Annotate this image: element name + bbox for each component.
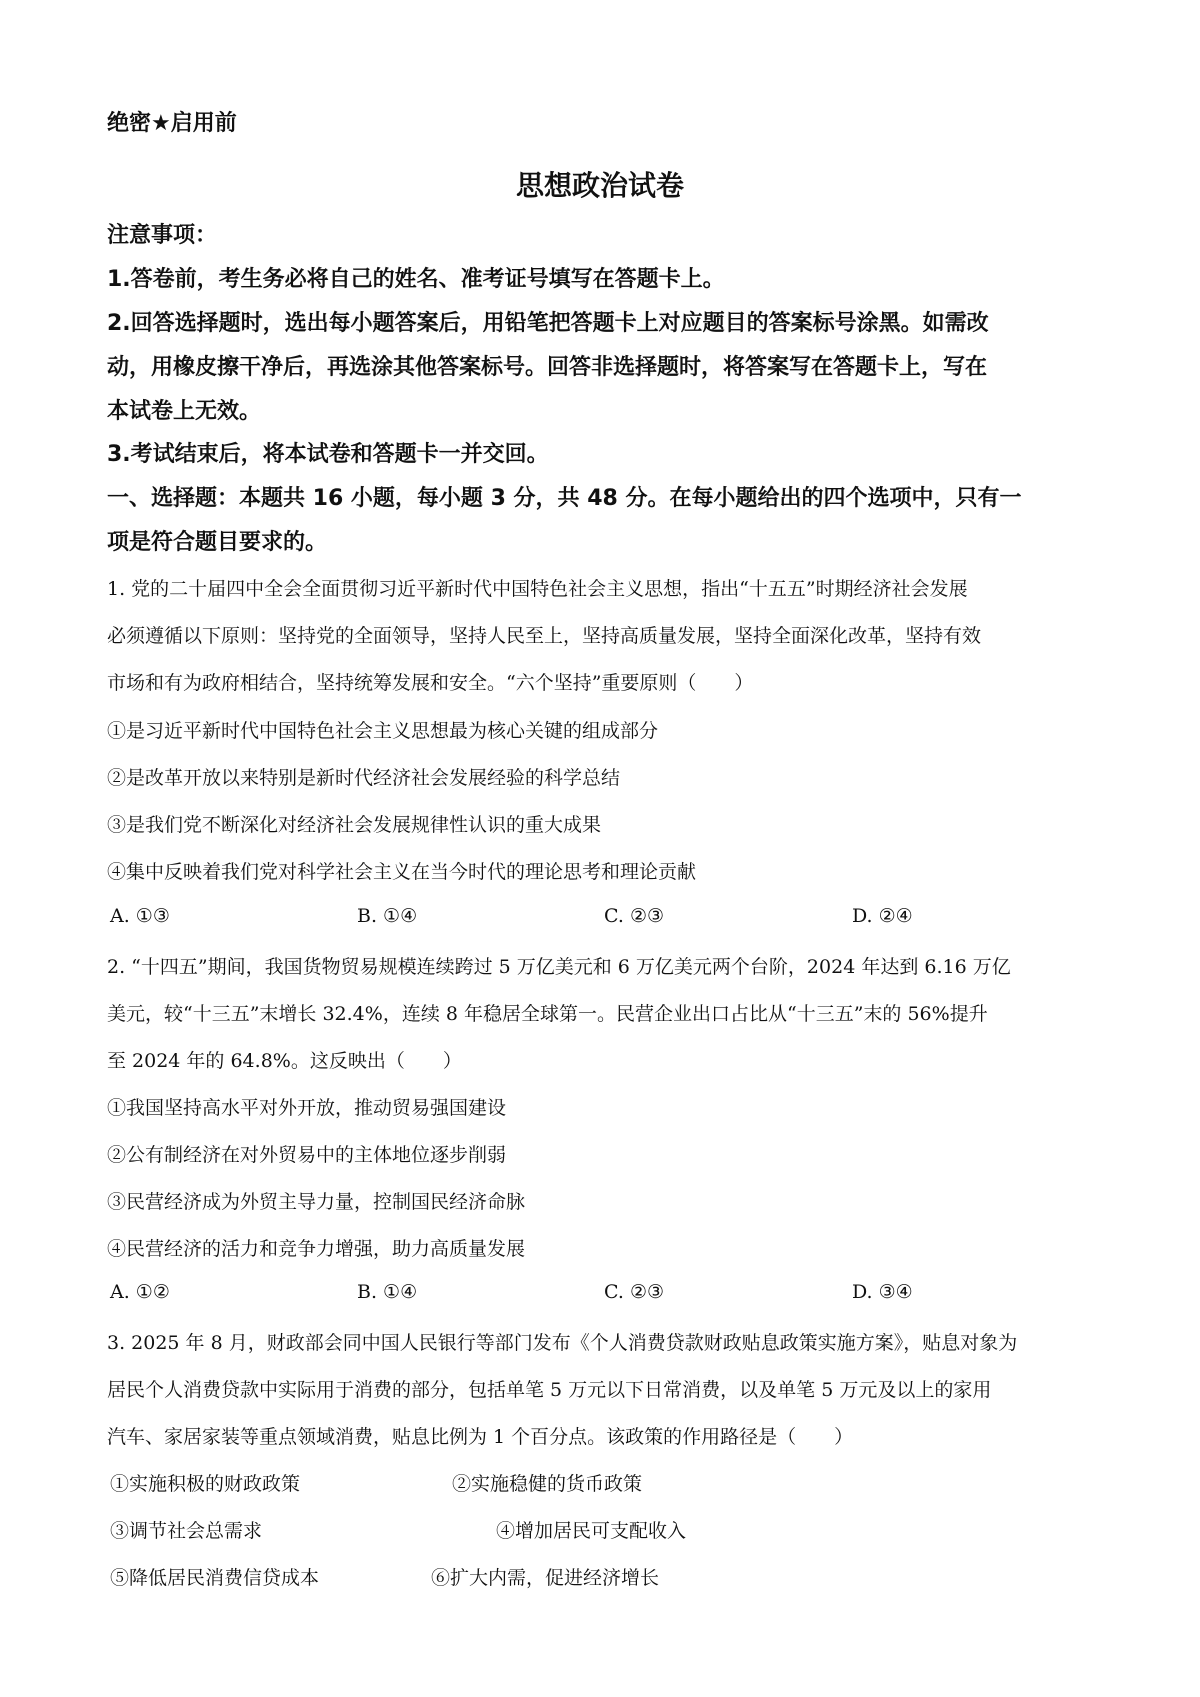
answer-option: C. ②③ (604, 905, 665, 927)
question-stem: 至 2024 年的 64.8%。这反映出（ ） (107, 1050, 462, 1072)
notice-line: 动，用橡皮擦干净后，再选涂其他答案标号。回答非选择题时，将答案写在答题卡上，写在 (107, 355, 988, 380)
statement-item: ④集中反映着我们党对科学社会主义在当今时代的理论思考和理论贡献 (107, 861, 697, 883)
statement-item: ②公有制经济在对外贸易中的主体地位逐步削弱 (107, 1144, 507, 1166)
answer-option: D. ③④ (852, 1281, 913, 1303)
answer-option: A. ①② (110, 1281, 170, 1303)
notice-line: 2.回答选择题时，选出每小题答案后，用铅笔把答题卡上对应题目的答案标号涂黑。如需改 (107, 311, 989, 336)
notice-line: 1.答卷前，考生务必将自己的姓名、准考证号填写在答题卡上。 (107, 267, 725, 292)
question-stem: 3. 2025 年 8 月，财政部会同中国人民银行等部门发布《个人消费贷款财政贴息政策实施方案》，贴息对象为 (107, 1332, 1018, 1354)
statement-item: ③是我们党不断深化对经济社会发展规律性认识的重大成果 (107, 814, 602, 836)
statement-item: ①是习近平新时代中国特色社会主义思想最为核心关键的组成部分 (107, 720, 659, 742)
statement-item: ③调节社会总需求 (110, 1520, 263, 1542)
statement-item: ⑤降低居民消费信贷成本 (110, 1567, 320, 1589)
statement-item: ①实施积极的财政政策 (110, 1473, 301, 1495)
statement-item: ②是改革开放以来特别是新时代经济社会发展经验的科学总结 (107, 767, 621, 789)
statement-item: ①我国坚持高水平对外开放，推动贸易强国建设 (107, 1097, 507, 1119)
answer-option: B. ①④ (357, 1281, 418, 1303)
question-stem: 美元，较“十三五”末增长 32.4%，连续 8 年稳居全球第一。民营企业出口占比从“十三五”末的 56%提升 (107, 1003, 988, 1025)
question-stem: 1. 党的二十届四中全会全面贯彻习近平新时代中国特色社会主义思想，指出“十五五”时期经济社会发展 (107, 578, 968, 600)
question-stem: 居民个人消费贷款中实际用于消费的部分，包括单笔 5 万元以下日常消费，以及单笔 5 万元及以上的家用 (107, 1379, 992, 1401)
statement-item: ④增加居民可支配收入 (496, 1520, 687, 1542)
question-stem: 必须遵循以下原则：坚持党的全面领导，坚持人民至上，坚持高质量发展，坚持全面深化改革，坚持有效 (107, 625, 982, 647)
question-stem: 汽车、家居家装等重点领域消费，贴息比例为 1 个百分点。该政策的作用路径是（ ） (107, 1426, 854, 1448)
statement-item: ⑥扩大内需，促进经济增长 (431, 1567, 660, 1589)
notice-line: 本试卷上无效。 (107, 399, 262, 424)
notice-heading: 注意事项： (107, 223, 218, 248)
answer-option: A. ①③ (110, 905, 170, 927)
statement-item: ②实施稳健的货币政策 (452, 1473, 643, 1495)
section-heading: 一、选择题：本题共 16 小题，每小题 3 分，共 48 分。在每小题给出的四个选项中，只有一 (107, 486, 1022, 511)
page-title: 思想政治试卷 (515, 169, 684, 202)
question-stem: 市场和有为政府相结合，坚持统筹发展和安全。“六个坚持”重要原则（ ） (107, 672, 754, 694)
statement-item: ④民营经济的活力和竞争力增强，助力高质量发展 (107, 1238, 526, 1260)
statement-item: ③民营经济成为外贸主导力量，控制国民经济命脉 (107, 1191, 526, 1213)
question-stem: 2. “十四五”期间，我国货物贸易规模连续跨过 5 万亿美元和 6 万亿美元两个台阶，2024 年达到 6.16 万亿 (107, 956, 1011, 978)
confidential-mark: 绝密★启用前 (107, 111, 237, 136)
section-heading: 项是符合题目要求的。 (107, 530, 328, 555)
notice-line: 3.考试结束后，将本试卷和答题卡一并交回。 (107, 442, 549, 467)
answer-option: C. ②③ (604, 1281, 665, 1303)
answer-option: D. ②④ (852, 905, 913, 927)
answer-option: B. ①④ (357, 905, 418, 927)
